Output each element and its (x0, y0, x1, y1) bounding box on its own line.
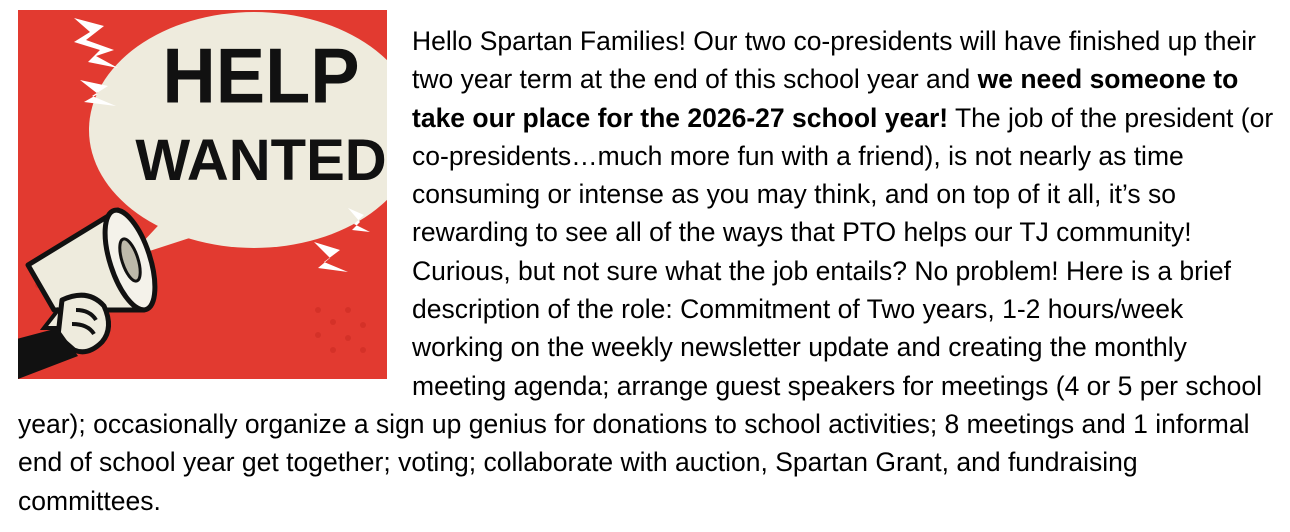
role-description: Commitment of Two years, 1-2 hours/week working on the weekly newsletter update and creating the monthly meeting agenda; arrange guest speakers for meetings (4 or 5 per school year); occasionally organize a sign up genius for donations to school activities; 8 meetings and 1 informal end of school year get together; voting; collaborate with auction, Spartan Grant, and fundraising committees. (18, 294, 1262, 516)
help-word: HELP (162, 32, 360, 120)
newsletter-article (18, 22, 1280, 520)
body-text: The job of the president (or co-presidents…much more fun with a friend), is not nearly as time consuming or intense as you may think, and on top of it all, it’s so rewarding to see all of the ways that PTO helps our TJ community! Curious, but not sure what the job entails? No problem! Here is a brief description of the role: (412, 102, 1274, 325)
wanted-word: WANTED (135, 128, 387, 193)
help-wanted-image (18, 10, 387, 379)
bold-callout: we need someone to take our place for the 2026-27 school year! (412, 64, 1239, 133)
intro-text: Hello Spartan Families! Our two co-presidents will have finished up their two year term at the end of this school year and (412, 26, 1256, 95)
